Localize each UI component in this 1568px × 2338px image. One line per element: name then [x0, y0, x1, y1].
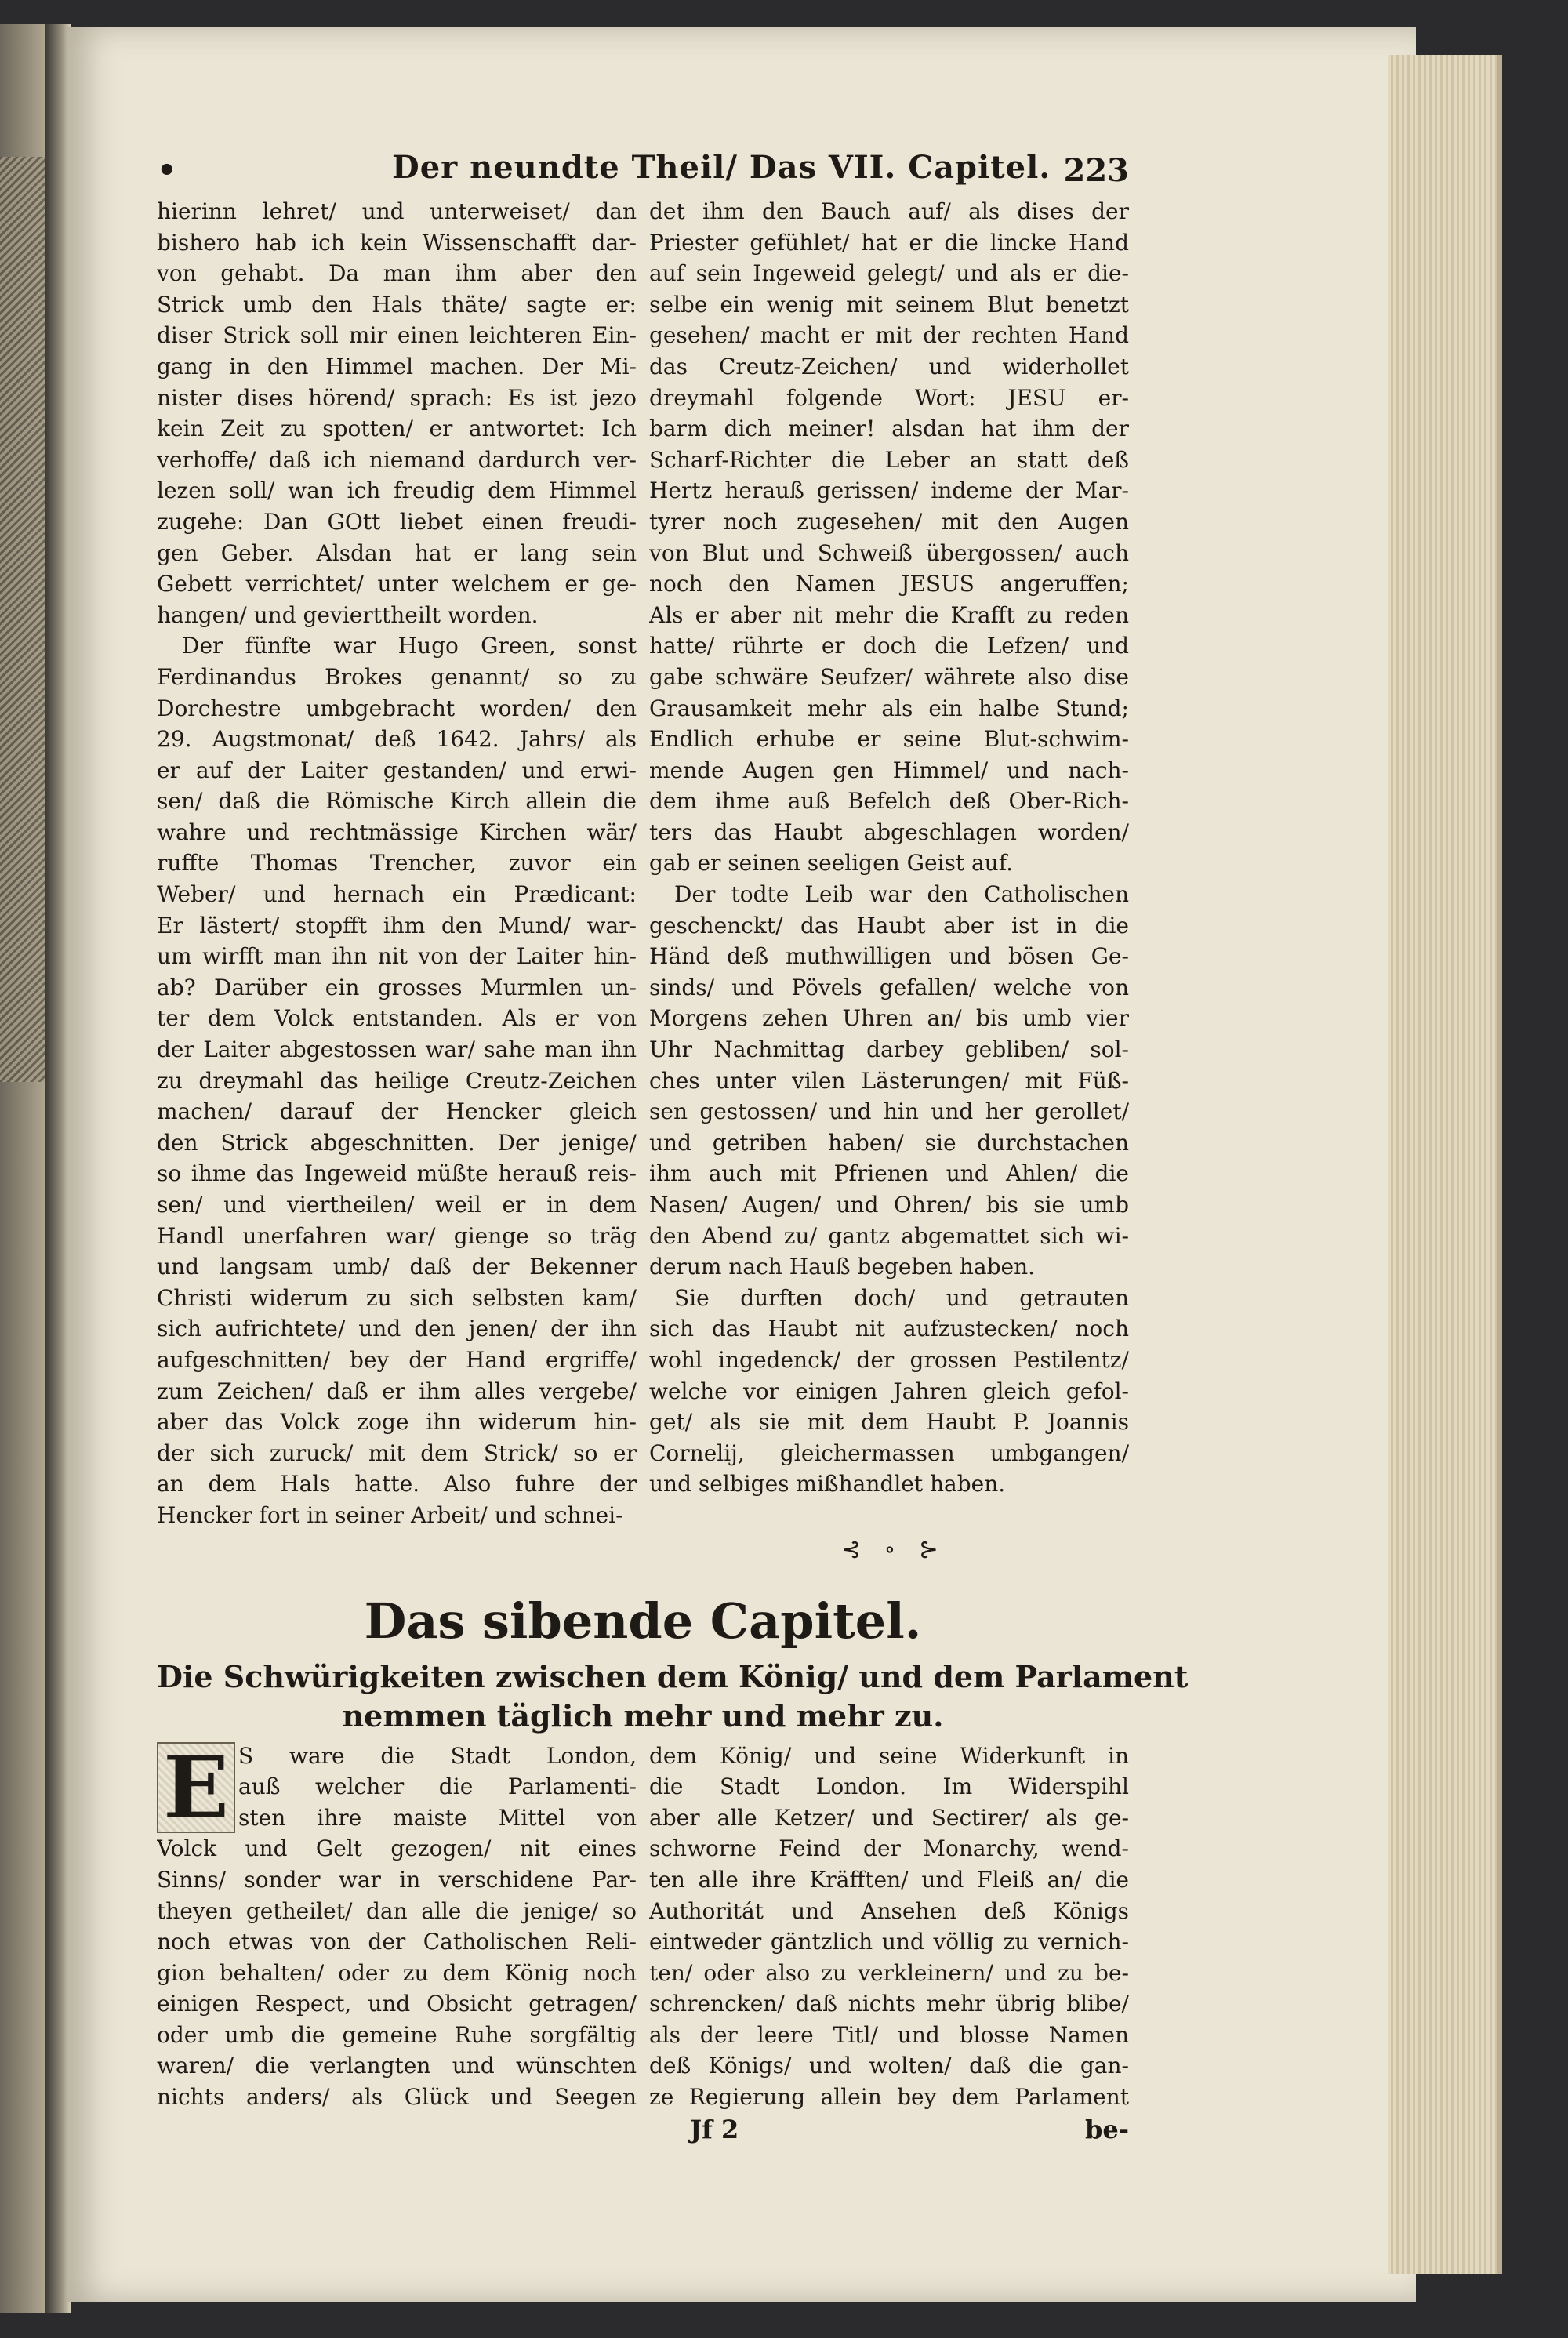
text-line: wahre und rechtmässige Kirchen wär/	[157, 819, 637, 845]
text-line: dem ihme auß Befelch deß Ober-Rich-	[649, 788, 1129, 815]
text-line: deß Königs/ und wolten/ daß die gan-	[649, 2053, 1129, 2079]
text-line: Cornelij, gleichermassen umbgangen/	[649, 1439, 1129, 1466]
text-line: auß welcher die Parlamenti-	[238, 1773, 637, 1800]
lower-right-column	[649, 1741, 1129, 2113]
text-line: Nasen/ Augen/ und Ohren/ bis sie umb	[649, 1192, 1129, 1218]
text-line: waren/ die verlangten und wünschten	[157, 2053, 637, 2079]
text-line: so ihme das Ingeweid müßte herauß reis-	[157, 1160, 637, 1187]
drop-cap: E	[157, 1742, 235, 1833]
chapter-title: Das sibende Capitel.	[364, 1592, 922, 1650]
text-line: nichts anders/ als Glück und Seegen	[157, 2084, 637, 2111]
text-line: bishero hab ich kein Wissenschafft dar-	[157, 229, 637, 256]
text-line: derum nach Hauß begeben haben.	[649, 1254, 1036, 1280]
text-line: Scharf-Richter die Leber an statt deß	[649, 446, 1129, 473]
text-line: um wirfft man ihn nit von der Laiter hin-	[157, 943, 637, 970]
page-number: 223	[1063, 152, 1129, 189]
text-line: aber alle Ketzer/ und Sectirer/ als ge-	[649, 1804, 1129, 1831]
text-line: gabe schwäre Seufzer/ währete also dise	[649, 663, 1129, 690]
text-line: Uhr Nachmittag darbey gebliben/ sol-	[649, 1036, 1129, 1063]
text-line: ten/ oder also zu verkleinern/ und zu be-	[649, 1959, 1129, 1986]
text-line: hierinn lehret/ und unterweiset/ dan	[157, 198, 637, 224]
text-line: gion behalten/ oder zu dem König noch	[157, 1959, 637, 1986]
text-line: diser Strick soll mir einen leichteren Ein-	[157, 322, 637, 349]
text-line: aber das Volck zoge ihn widerum hin-	[157, 1409, 637, 1436]
left-column	[157, 196, 637, 1531]
text-line: sinds/ und Pövels gefallen/ welche von	[649, 974, 1129, 1000]
text-line: Weber/ und hernach ein Prædicant:	[157, 881, 637, 908]
text-line: sen/ daß die Römische Kirch allein die	[157, 788, 637, 815]
text-line: Volck und Gelt gezogen/ nit eines	[157, 1835, 637, 1862]
text-line: sich aufrichtete/ und den jenen/ der ihn	[157, 1316, 637, 1342]
text-line: und selbiges mißhandlet haben.	[649, 1471, 1006, 1498]
lower-columns	[157, 1736, 1129, 2113]
lower-left-column	[157, 1736, 637, 2113]
section-ornament: ⊰ ∘ ⊱	[840, 1535, 947, 1563]
text-line: Sinns/ sonder war in verschidene Par-	[157, 1866, 637, 1893]
running-title: Der neundte Theil/ Das VII. Capitel.	[392, 149, 1051, 186]
text-line: gesehen/ macht er mit der rechten Hand	[649, 322, 1129, 349]
text-line: Morgens zehen Uhren an/ bis umb vier	[649, 1005, 1129, 1032]
text-line: Er lästert/ stopfft ihm den Mund/ war-	[157, 912, 637, 938]
text-line: dreymahl folgende Wort: JESU er-	[649, 384, 1129, 411]
signature-mark: Jf 2	[690, 2114, 739, 2144]
text-line: der Laiter abgestossen war/ sahe man ihn	[157, 1036, 637, 1063]
text-line: hangen/ und gevierttheilt worden.	[157, 601, 539, 628]
text-line: von Blut und Schweiß übergossen/ auch	[649, 539, 1129, 566]
text-line: det ihm den Bauch auf/ als dises der	[649, 198, 1129, 224]
text-line: 29. Augstmonat/ deß 1642. Jahrs/ als	[157, 726, 637, 753]
text-line: wohl ingedenck/ der grossen Pestilentz/	[649, 1346, 1129, 1373]
text-line: den Abend zu/ gantz abgemattet sich wi-	[649, 1222, 1129, 1249]
text-line: Strick umb den Hals thäte/ sagte er:	[157, 291, 637, 318]
text-line: Als er aber nit mehr die Krafft zu reden	[649, 601, 1129, 628]
text-line: sten ihre maiste Mittel von	[238, 1804, 637, 1831]
text-line: ter dem Volck entstanden. Als er von	[157, 1005, 637, 1032]
text-line: zum Zeichen/ daß er ihm alles vergebe/	[157, 1378, 637, 1404]
text-line: barm dich meiner! alsdan hat ihm der	[649, 416, 1129, 442]
text-line: auf sein Ingeweid gelegt/ und als er die-	[649, 260, 1129, 287]
text-line: schworne Feind der Monarchy, wend-	[649, 1835, 1129, 1862]
chapter-subtitle-line1: Die Schwürigkeiten zwischen dem König/ und dem Parlament	[157, 1658, 1189, 1694]
text-line: Der fünfte war Hugo Green, sonst	[182, 633, 637, 659]
text-line: Händ deß muthwilligen und bösen Ge-	[649, 943, 1129, 970]
text-line: mende Augen gen Himmel/ und nach-	[649, 757, 1129, 783]
text-line: schrencken/ daß nichts mehr übrig blibe/	[649, 1991, 1129, 2017]
catchword: be-	[1084, 2114, 1129, 2144]
text-line: das Creutz-Zeichen/ und widerhollet	[649, 353, 1129, 379]
text-line: Gebett verrichtet/ unter welchem er ge-	[157, 571, 637, 597]
text-line: ruffte Thomas Trencher, zuvor ein	[157, 850, 637, 877]
text-line: noch etwas von der Catholischen Reli-	[157, 1929, 637, 1955]
text-line: dem König/ und seine Widerkunft in	[649, 1742, 1129, 1769]
text-line: Endlich erhube er seine Blut-schwim-	[649, 726, 1129, 753]
text-line: S ware die Stadt London,	[238, 1742, 637, 1769]
facing-page-engraving	[0, 157, 47, 1082]
text-line: selbe ein wenig mit seinem Blut benetzt	[649, 291, 1129, 318]
right-column	[649, 196, 1129, 1531]
text-line: tyrer noch zugesehen/ mit den Augen	[649, 508, 1129, 535]
header-bullet: •	[157, 152, 177, 189]
text-line: Hencker fort in seiner Arbeit/ und schnei-	[157, 1501, 623, 1528]
text-line: Christi widerum zu sich selbsten kam/	[157, 1284, 637, 1311]
text-line: Hertz herauß gerissen/ indeme der Mar-	[649, 477, 1129, 504]
text-line: sich das Haubt nit aufzustecken/ noch	[649, 1316, 1129, 1342]
text-line: der sich zuruck/ mit dem Strick/ so er	[157, 1439, 637, 1466]
text-line: eintweder gäntzlich und völlig zu vernich-	[649, 1929, 1129, 1955]
text-line: und getriben haben/ sie durchstachen	[649, 1129, 1129, 1156]
text-line: nister dises hörend/ sprach: Es ist jezo	[157, 384, 637, 411]
text-line: get/ als sie mit dem Haubt P. Joannis	[649, 1409, 1129, 1436]
text-line: geschenckt/ das Haubt aber ist in die	[649, 912, 1129, 938]
text-line: gang in den Himmel machen. Der Mi-	[157, 353, 637, 379]
page-footer	[157, 2115, 1129, 2151]
text-line: lezen soll/ wan ich freudig dem Himmel	[157, 477, 637, 504]
text-line: Handl unerfahren war/ gienge so träg	[157, 1222, 637, 1249]
text-line: aufgeschnitten/ bey der Hand ergriffe/	[157, 1346, 637, 1373]
text-line: ihm auch mit Pfrienen und Ahlen/ die	[649, 1160, 1129, 1187]
text-line: ches unter vilen Lästerungen/ mit Füß-	[649, 1067, 1129, 1094]
text-line: einigen Respect, und Obsicht getragen/	[157, 1991, 637, 2017]
text-line: die Stadt London. Im Widerspihl	[649, 1773, 1129, 1800]
text-line: zugehe: Dan GOtt liebet einen freudi-	[157, 508, 637, 535]
text-line: ten alle ihre Kräfften/ und Fleiß an/ die	[649, 1866, 1129, 1893]
text-line: ters das Haubt abgeschlagen worden/	[649, 819, 1129, 845]
text-line: er auf der Laiter gestanden/ und erwi-	[157, 757, 637, 783]
text-line: welche vor einigen Jahren gleich gefol-	[649, 1378, 1129, 1404]
running-header	[157, 149, 1129, 196]
text-line: kein Zeit zu spotten/ er antwortet: Ich	[157, 416, 637, 442]
text-line: gab er seinen seeligen Geist auf.	[649, 850, 1013, 877]
text-line: Grausamkeit mehr als ein halbe Stund;	[649, 695, 1129, 721]
text-line: ab? Darüber ein grosses Murmlen un-	[157, 974, 637, 1000]
text-line: ze Regierung allein bey dem Parlament	[649, 2084, 1129, 2111]
text-line: gen Geber. Alsdan hat er lang sein	[157, 539, 637, 566]
text-line: Der todte Leib war den Catholischen	[674, 881, 1129, 908]
text-line: und langsam umb/ daß der Bekenner	[157, 1254, 637, 1280]
text-line: verhoffe/ daß ich niemand dardurch ver-	[157, 446, 637, 473]
text-line: machen/ darauf der Hencker gleich	[157, 1098, 637, 1125]
text-line: sen gestossen/ und hin und her gerollet/	[649, 1098, 1129, 1125]
text-line: Dorchestre umbgebracht worden/ den	[157, 695, 637, 721]
text-line: Priester gefühlet/ hat er die lincke Hand	[649, 229, 1129, 256]
text-line: theyen getheilet/ dan alle die jenige/ so	[157, 1897, 637, 1924]
text-line: Sie durften doch/ und getrauten	[674, 1284, 1129, 1311]
text-line: hatte/ rührte er doch die Lefzen/ und	[649, 633, 1129, 659]
upper-columns	[157, 196, 1129, 1531]
page-text	[157, 149, 1189, 2151]
text-line: zu dreymahl das heilige Creutz-Zeichen	[157, 1067, 637, 1094]
text-line: als der leere Titl/ und blosse Namen	[649, 2021, 1129, 2048]
text-line: noch den Namen JESUS angeruffen;	[649, 571, 1129, 597]
chapter-subtitle-line2: nemmen täglich mehr und mehr zu.	[342, 1697, 944, 1734]
text-line: von gehabt. Da man ihm aber den	[157, 260, 637, 287]
text-line: an dem Hals hatte. Also fuhre der	[157, 1471, 637, 1498]
text-line: Authoritát und Ansehen deß Königs	[649, 1897, 1129, 1924]
text-line: oder umb die gemeine Ruhe sorgfältig	[157, 2021, 637, 2048]
text-line: den Strick abgeschnitten. Der jenige/	[157, 1129, 637, 1156]
text-line: sen/ und viertheilen/ weil er in dem	[157, 1192, 637, 1218]
text-line: Ferdinandus Brokes genannt/ so zu	[157, 663, 637, 690]
page-edges	[1388, 55, 1502, 2274]
